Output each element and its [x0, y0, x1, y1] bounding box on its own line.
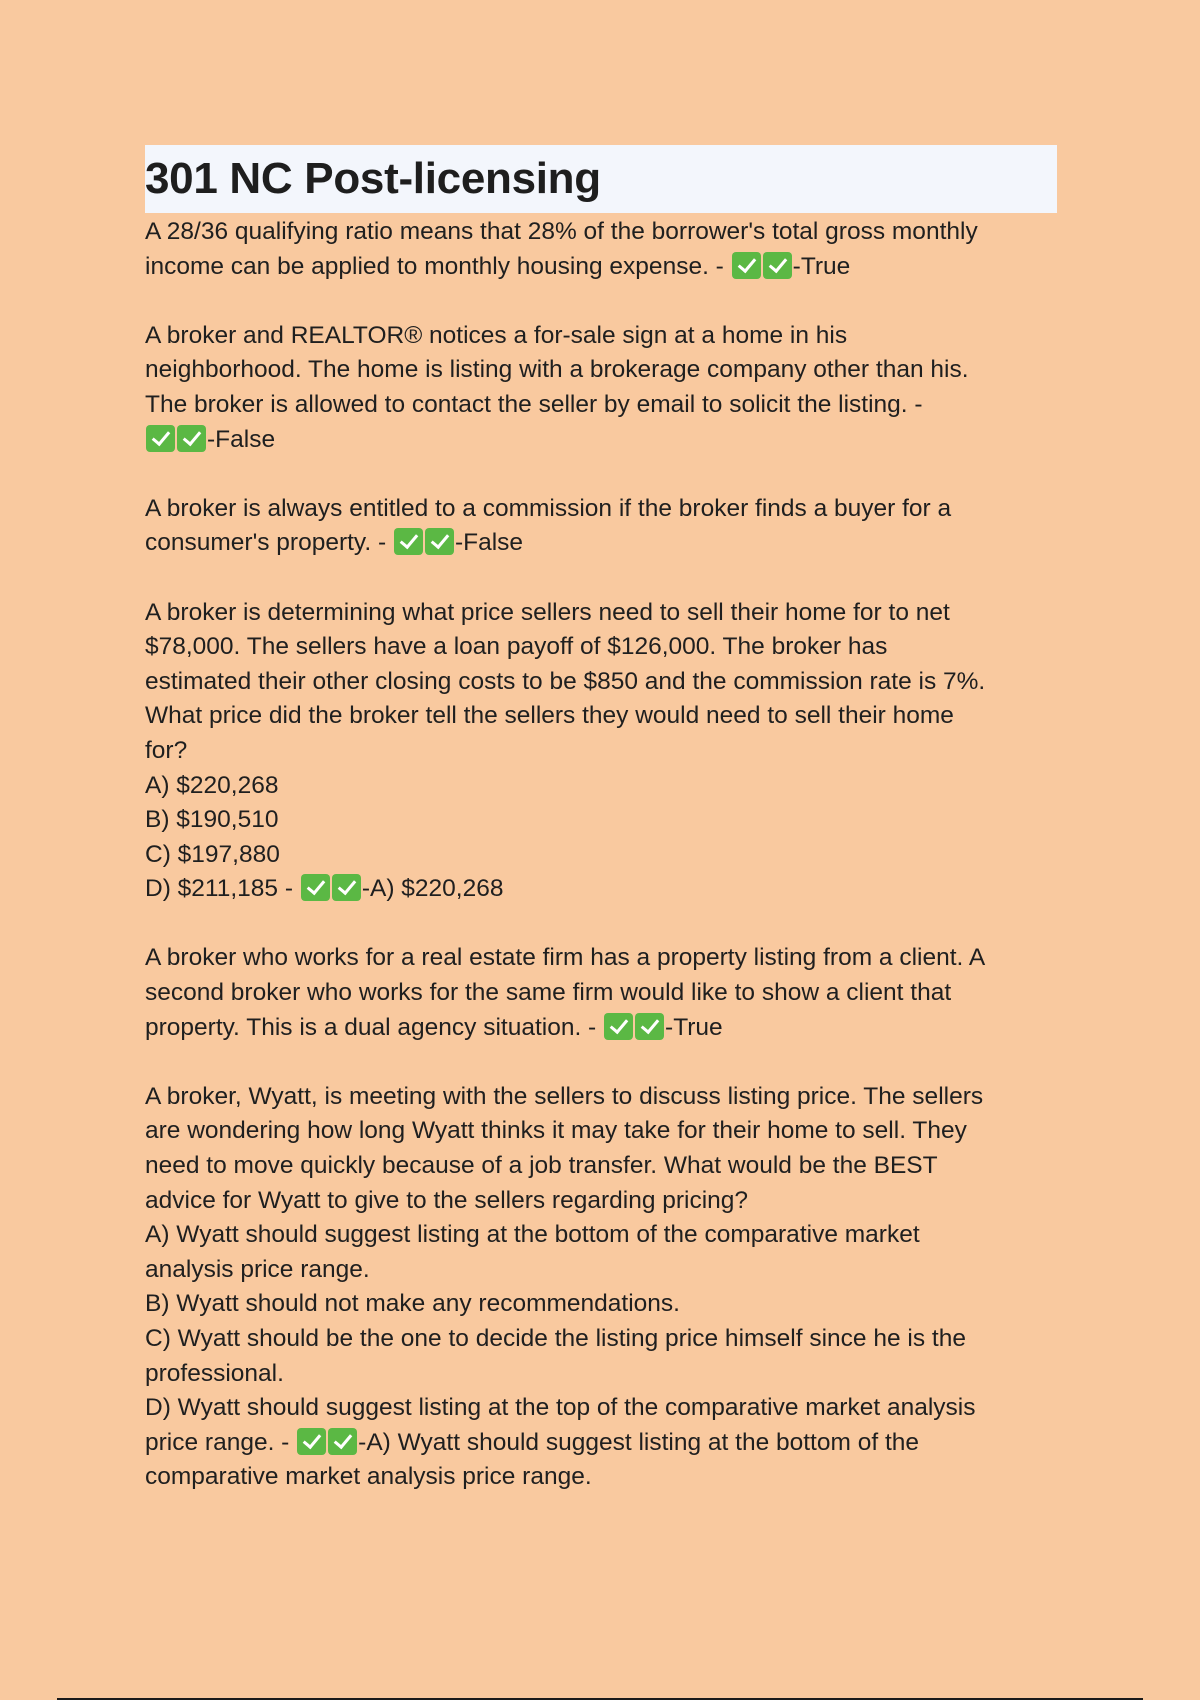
qa-line — [145, 1011, 1057, 1046]
qa-line — [145, 353, 1057, 388]
check-mark-icon — [763, 252, 792, 279]
qa-text: A broker is always entitled to a commission if the broker finds a buyer for a — [145, 494, 952, 522]
qa-line — [145, 1218, 1057, 1253]
qa-line — [145, 803, 1057, 838]
qa-line — [145, 1253, 1057, 1288]
qa-text: analysis price range. — [145, 1255, 370, 1283]
qa-text: estimated their other closing costs to be $850 and the commission rate is 7%. — [145, 667, 986, 695]
qa-line — [145, 769, 1057, 804]
qa-text: What price did the broker tell the sellers they would need to sell their home — [145, 702, 954, 730]
qa-text: professional. — [145, 1359, 284, 1387]
qa-line — [145, 1391, 1057, 1426]
qa-line — [145, 250, 1057, 285]
check-mark-icon — [394, 528, 423, 555]
qa-text: B) Wyatt should not make any recommendations. — [145, 1290, 680, 1318]
qa-text: A 28/36 qualifying ratio means that 28% of the borrower's total gross monthly — [145, 218, 978, 245]
qa-item — [145, 492, 1057, 561]
check-mark-icon — [328, 1428, 357, 1455]
qa-line — [145, 976, 1057, 1011]
qa-answer: -A) $220,268 — [361, 875, 504, 903]
qa-text: D) $211,185 - — [145, 875, 300, 903]
qa-item — [145, 941, 1057, 1045]
qa-text: property. This is a dual agency situation. - — [145, 1013, 604, 1041]
qa-answer: -A) Wyatt should suggest listing at the bottom of the — [358, 1428, 920, 1456]
qa-text: $78,000. The sellers have a loan payoff of $126,000. The broker has — [145, 633, 888, 661]
qa-text: A) $220,268 — [145, 771, 279, 799]
qa-text: advice for Wyatt to give to the sellers regarding pricing? — [145, 1186, 749, 1214]
question-list — [145, 215, 1057, 1495]
qa-line — [145, 941, 1057, 976]
qa-line — [145, 1460, 1057, 1495]
qa-text: D) Wyatt should suggest listing at the top of the comparative market analysis — [145, 1394, 976, 1422]
qa-line — [145, 1080, 1057, 1115]
title-bar — [145, 145, 1057, 213]
qa-text: C) Wyatt should be the one to decide the listing price himself since he is the — [145, 1325, 966, 1352]
qa-line — [145, 838, 1057, 873]
qa-text: A broker and REALTOR® notices a for-sale sign at a home in his — [145, 321, 848, 349]
check-mark-icon — [732, 252, 761, 279]
qa-item — [145, 1080, 1057, 1495]
qa-line — [145, 1287, 1057, 1322]
check-mark-icon — [332, 874, 361, 901]
qa-text: second broker who works for the same firm would like to show a client that — [145, 979, 952, 1007]
qa-line — [145, 1426, 1057, 1461]
check-mark-icon — [146, 425, 175, 452]
qa-line — [145, 630, 1057, 665]
qa-item — [145, 596, 1057, 907]
qa-text: price range. - — [145, 1428, 297, 1456]
check-mark-icon — [425, 528, 454, 555]
qa-text: are wondering how long Wyatt thinks it may take for their home to sell. They — [145, 1117, 967, 1145]
qa-text: for? — [145, 736, 188, 764]
qa-text: comparative market analysis price range. — [145, 1463, 592, 1491]
qa-answer: -True — [665, 1013, 723, 1041]
qa-line — [145, 596, 1057, 631]
qa-line — [145, 215, 1057, 250]
qa-line — [145, 872, 1057, 907]
qa-text: The broker is allowed to contact the seller by email to solicit the listing. - — [145, 390, 923, 418]
qa-answer: -False — [454, 529, 524, 557]
check-mark-icon — [604, 1013, 633, 1040]
qa-line — [145, 388, 1057, 423]
check-mark-icon — [301, 874, 330, 901]
qa-line — [145, 1114, 1057, 1149]
qa-line — [145, 319, 1057, 354]
qa-answer: -False — [207, 425, 276, 453]
check-mark-icon — [297, 1428, 326, 1455]
qa-text: income can be applied to monthly housing expense. - — [145, 252, 731, 280]
qa-line — [145, 492, 1057, 527]
check-mark-icon — [177, 425, 206, 452]
qa-line — [145, 665, 1057, 700]
qa-item — [145, 215, 1057, 284]
qa-line — [145, 1184, 1057, 1219]
qa-line — [145, 1322, 1057, 1357]
qa-line — [145, 423, 1057, 458]
qa-text: A broker, Wyatt, is meeting with the sellers to discuss listing price. The sellers — [145, 1082, 984, 1110]
document-page — [145, 145, 1057, 1530]
check-mark-icon — [635, 1013, 664, 1040]
qa-text: A broker is determining what price sellers need to sell their home for to net — [145, 598, 950, 626]
qa-text: A broker who works for a real estate firm has a property listing from a client. A — [145, 944, 986, 972]
qa-text: consumer's property. - — [145, 529, 393, 557]
document-title: 301 NC Post-licensing — [145, 154, 601, 203]
qa-text: C) $197,880 — [145, 840, 280, 868]
qa-text: B) $190,510 — [145, 806, 279, 834]
qa-line — [145, 699, 1057, 734]
qa-item — [145, 319, 1057, 457]
qa-text: need to move quickly because of a job transfer. What would be the BEST — [145, 1152, 938, 1180]
qa-text: A) Wyatt should suggest listing at the bottom of the comparative market — [145, 1221, 920, 1249]
qa-line — [145, 1357, 1057, 1392]
qa-line — [145, 526, 1057, 561]
qa-text: neighborhood. The home is listing with a brokerage company other than his. — [145, 356, 969, 384]
qa-answer: -True — [792, 252, 851, 280]
qa-line — [145, 1149, 1057, 1184]
qa-line — [145, 734, 1057, 769]
